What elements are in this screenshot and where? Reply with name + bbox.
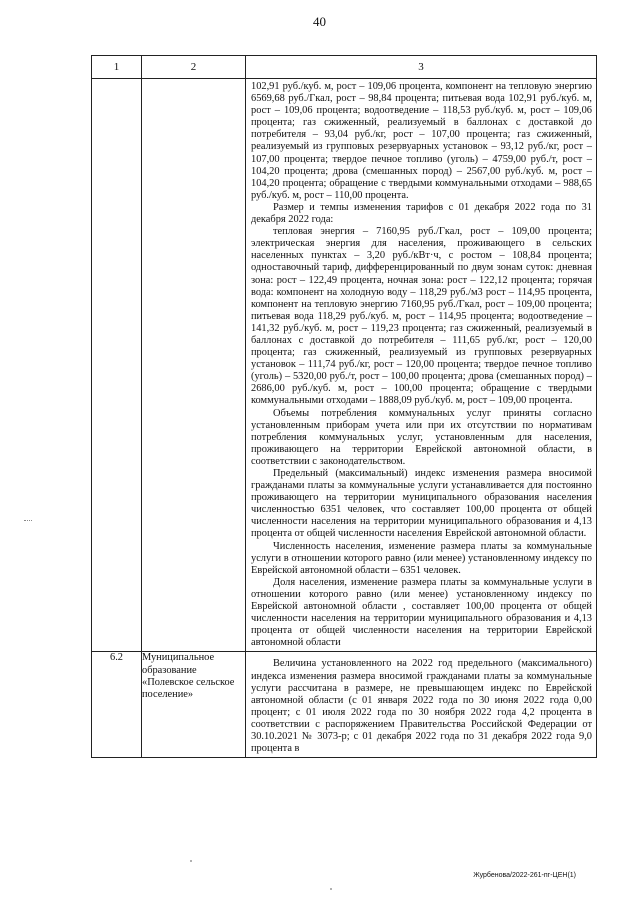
header-col-3: 3 [246,56,597,79]
margin-mark [24,520,32,522]
tariff-heading-paragraph: Размер и темпы изменения тарифов с 01 декабря 2022 года по 31 декабря 2022 года: [251,201,592,226]
row-number-cell: 6.2 [92,652,142,758]
population-share-paragraph: Доля населения, изменение размера платы за коммунальные услуги в отношении которого равно (или менее) установленному индексу по Еврейской автономной области , составляет 100,00 процента от общей численности населения на территории муниципального образования и 4,13 процента от общей численности населения на территории Еврейской автономной области [251,576,592,649]
row-name-cell [142,79,246,652]
tariff-paragraph: 102,91 руб./куб. м, рост – 109,06 процента, компонент на тепловую энергию 6569,68 руб./Гкал, рост – 98,84 процента; питьевая вода 102,91 руб./куб. м, рост – 109,06 процента; водоотведение – 118,53 руб./куб. м, рост – 109,06 процента; газ сжиженный, реализуемый в баллонах с доставкой до потребителя – 93,04 руб./кг, рост – 107,00 процента; газ сжиженный, реализуемый из групповых резервуарных установок – 93,12 руб./кг, рост – 107,00 процента; твердое печное топливо (уголь) – 4759,00 руб./т, рост – 104,20 процента; дрова (смешанных пород) – 2567,00 руб./куб. м, рост – 104,20 процента; обращение с твердыми коммунальными отходами – 988,65 руб./куб. м, рост – 110,00 процента. [251,81,592,201]
scan-speck [330,888,332,890]
index-paragraph: Предельный (максимальный) индекс изменения размера вносимой гражданами платы за коммунальные услуги устанавливается для постоянно проживающего на территории муниципального образования населения численностью 6351 человек, что составляет 100,00 процента от общей численности населения на территории муниципального образования и 4,13 процента от общей численности населения Еврейской автономной области. [251,468,592,540]
document-footer-code: Журбенова/2022-261-пг-ЦЕН(1) [473,872,576,879]
table-header-row [92,56,597,79]
row-name-cell: Муниципальное образование «Полевское сельское поселение» [142,652,246,758]
row-content-cell [246,652,597,758]
page-number: 40 [313,14,326,29]
table-row [92,79,597,652]
index-paragraph: Величина установленного на 2022 год предельного (максимального) индекса изменения размера вносимой гражданами платы за коммунальные услуги рассчитана в размере, не превышающем индекс по Еврейской автономной области (с 01 января 2022 года по 30 июня 2022 года 0,00 процент; с 01 июля 2022 года по 30 ноября 2022 года 4,2 процента в соответствии с распоряжением Правительства Российской Федерации от 30.10.2021 № 3073-р; с 01 декабря 2022 года по 31 декабря 2022 года 9,0 процента в [251,658,592,755]
row-content-cell [246,79,597,652]
row-number-cell [92,79,142,652]
table-row [92,652,597,758]
scan-speck [190,860,192,862]
tariff-table [91,55,597,758]
header-col-2: 2 [142,56,246,79]
population-paragraph: Численность населения, изменение размера платы за коммунальные услуги в отношении которого равно (или менее) установленному индексу по Еврейской автономной области – 6351 человек. [251,540,592,576]
consumption-paragraph: Объемы потребления коммунальных услуг приняты согласно установленным приборам учета или при их отсутствии по нормативам потребления коммунальных услуг, установленным для населения, проживающего на территории Еврейской автономной области, в соответствии с законодательством. [251,407,592,467]
tariff-paragraph: тепловая энергия – 7160,95 руб./Гкал, рост – 109,00 процента; электрическая энергия для населения, проживающего в сельских населенных пунктах – 3,20 руб./кВт·ч, с ростом – 108,84 процента; одноставочный тариф, дифференцированный по двум зонам суток: дневная зона: рост – 122,49 процента, ночная зона: рост – 122,12 процента; горячая вода: компонент на холодную воду – 118,29 руб./м3 рост – 114,95 процента, компонент на тепловую энергию 7160,95 руб./Гкал, рост – 109,00 процента; питьевая вода 118,29 руб./куб. м, рост – 114,95 процента; водоотведение – 141,32 руб./куб. м, рост – 119,23 процента; газ сжиженный, реализуемый в баллонах с доставкой до потребителя – 111,65 руб./кг, рост – 120,00 процента; газ сжиженный, реализуемый из групповых резервуарных установок – 111,74 руб./кг, рост – 120,00 процента; твердое печное топливо (уголь) – 5320,00 руб./т, рост – 100,00 процента; дрова (смешанных пород) – 2686,00 руб./куб. м, рост – 100,00 процента; обращение с твердыми коммунальными отходами – 1888,09 руб./куб. м, рост – 109,00 процента. [251,226,592,407]
header-col-1: 1 [92,56,142,79]
